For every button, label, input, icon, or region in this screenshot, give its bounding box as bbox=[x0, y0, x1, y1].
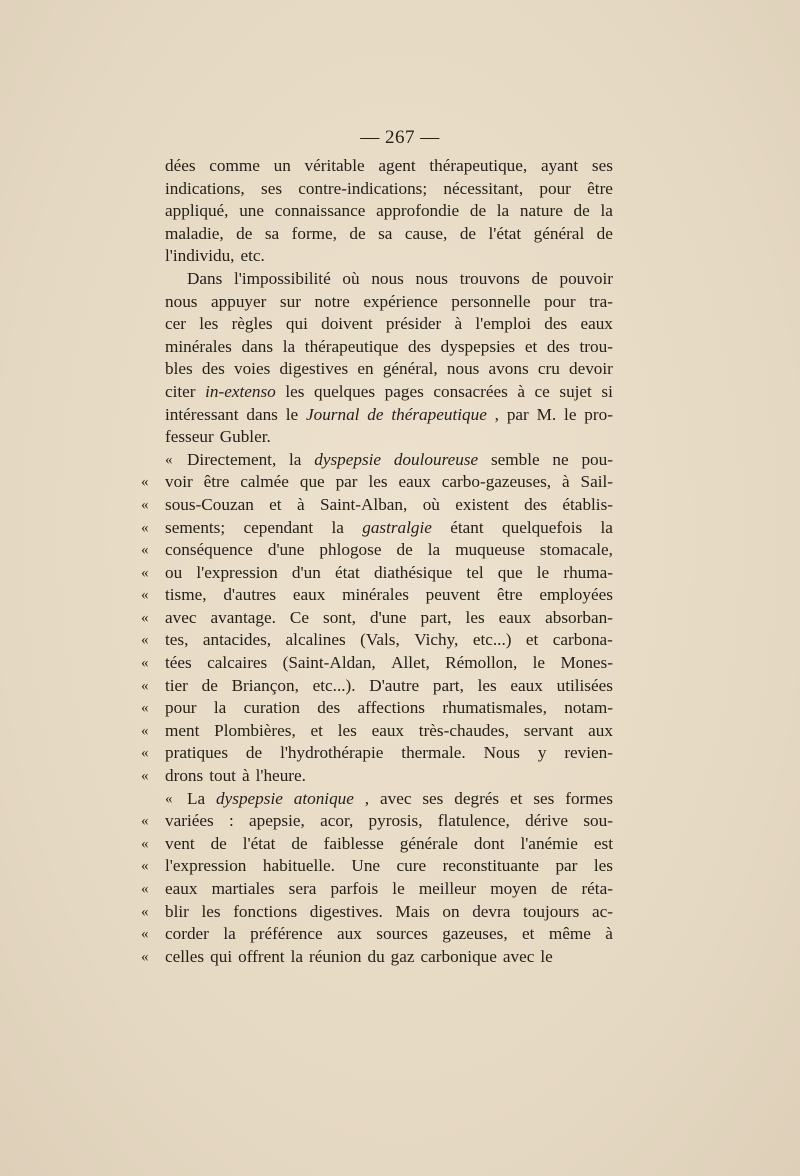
text-line: « blir les fonctions digestives. Mais on devra toujours ac- bbox=[165, 901, 613, 924]
text-line: indications, ses contre-indications; nécessitant, pour être bbox=[165, 178, 613, 198]
text-line: « tées calcaires (Saint-Aldan, Allet, Rémollon, le Mones- bbox=[165, 652, 613, 675]
text-line: appliqué, une connaissance approfondie de la nature de la bbox=[165, 201, 613, 221]
page-number: — 267 — bbox=[360, 127, 440, 148]
text-line: « La dyspepsie atonique , avec ses degrés et ses formes bbox=[165, 788, 613, 811]
paragraph-p3 bbox=[165, 449, 613, 788]
text-line: citer in-extenso les quelques pages consacrées à ce sujet si bbox=[165, 381, 613, 401]
text-line: dées comme un véritable agent thérapeutique, ayant ses bbox=[165, 156, 613, 175]
text-line: intéressant dans le Journal de thérapeutique , par M. le pro- bbox=[165, 404, 613, 424]
text-line: « sements; cependant la gastralgie étant quelquefois la bbox=[165, 517, 613, 540]
text-line: « ment Plombières, et les eaux très-chaudes, servant aux bbox=[165, 720, 613, 743]
text-line: « tes, antacides, alcalines (Vals, Vichy, etc...) et carbona- bbox=[165, 629, 613, 652]
text-line: « drons tout à l'heure. bbox=[165, 765, 613, 788]
text-line: « variées : apepsie, acor, pyrosis, flatulence, dérive sou- bbox=[165, 810, 613, 833]
text-line: cer les règles qui doivent présider à l'emploi des eaux bbox=[165, 314, 613, 334]
paragraph-p2 bbox=[165, 268, 613, 449]
text-line: « eaux martiales sera parfois le meilleur moyen de réta- bbox=[165, 878, 613, 901]
text-line: Dans l'impossibilité où nous nous trouvons de pouvoir bbox=[187, 268, 613, 288]
text-line: « avec avantage. Ce sont, d'une part, les eaux absorban- bbox=[165, 607, 613, 630]
text-line: bles des voies digestives en général, nous avons cru devoir bbox=[165, 359, 613, 379]
paragraph-p1 bbox=[165, 155, 613, 268]
text-line: « vent de l'état de faiblesse générale dont l'anémie est bbox=[165, 833, 613, 856]
text-line: maladie, de sa forme, de sa cause, de l'état général de bbox=[165, 223, 613, 243]
text-line: « corder la préférence aux sources gazeuses, et même à bbox=[165, 923, 613, 946]
body-text bbox=[165, 155, 613, 968]
text-line: fesseur Gubler. bbox=[165, 427, 271, 447]
text-line: « tisme, d'autres eaux minérales peuvent être employées bbox=[165, 584, 613, 607]
text-line: « Directement, la dyspepsie douloureuse semble ne pou- bbox=[165, 449, 613, 472]
text-line: « l'expression habituelle. Une cure reconstituante par les bbox=[165, 855, 613, 878]
text-line: « ou l'expression d'un état diathésique tel que le rhuma- bbox=[165, 562, 613, 585]
text-line: minérales dans la thérapeutique des dyspepsies et des trou- bbox=[165, 336, 613, 356]
text-line: « pratiques de l'hydrothérapie thermale. Nous y revien- bbox=[165, 742, 613, 765]
text-line: nous appuyer sur notre expérience personnelle pour tra- bbox=[165, 291, 613, 311]
text-line: « conséquence d'une phlogose de la muqueuse stomacale, bbox=[165, 539, 613, 562]
text-line: « tier de Briançon, etc...). D'autre part, les eaux utilisées bbox=[165, 675, 613, 698]
text-line: « voir être calmée que par les eaux carbo-gazeuses, à Sail- bbox=[165, 471, 613, 494]
paragraph-p4 bbox=[165, 788, 613, 969]
text-line: « celles qui offrent la réunion du gaz carbonique avec le bbox=[165, 946, 613, 969]
text-line: l'individu, etc. bbox=[165, 246, 265, 266]
text-line: « sous-Couzan et à Saint-Alban, où existent des établis- bbox=[165, 494, 613, 517]
text-line: « pour la curation des affections rhumatismales, notam- bbox=[165, 697, 613, 720]
